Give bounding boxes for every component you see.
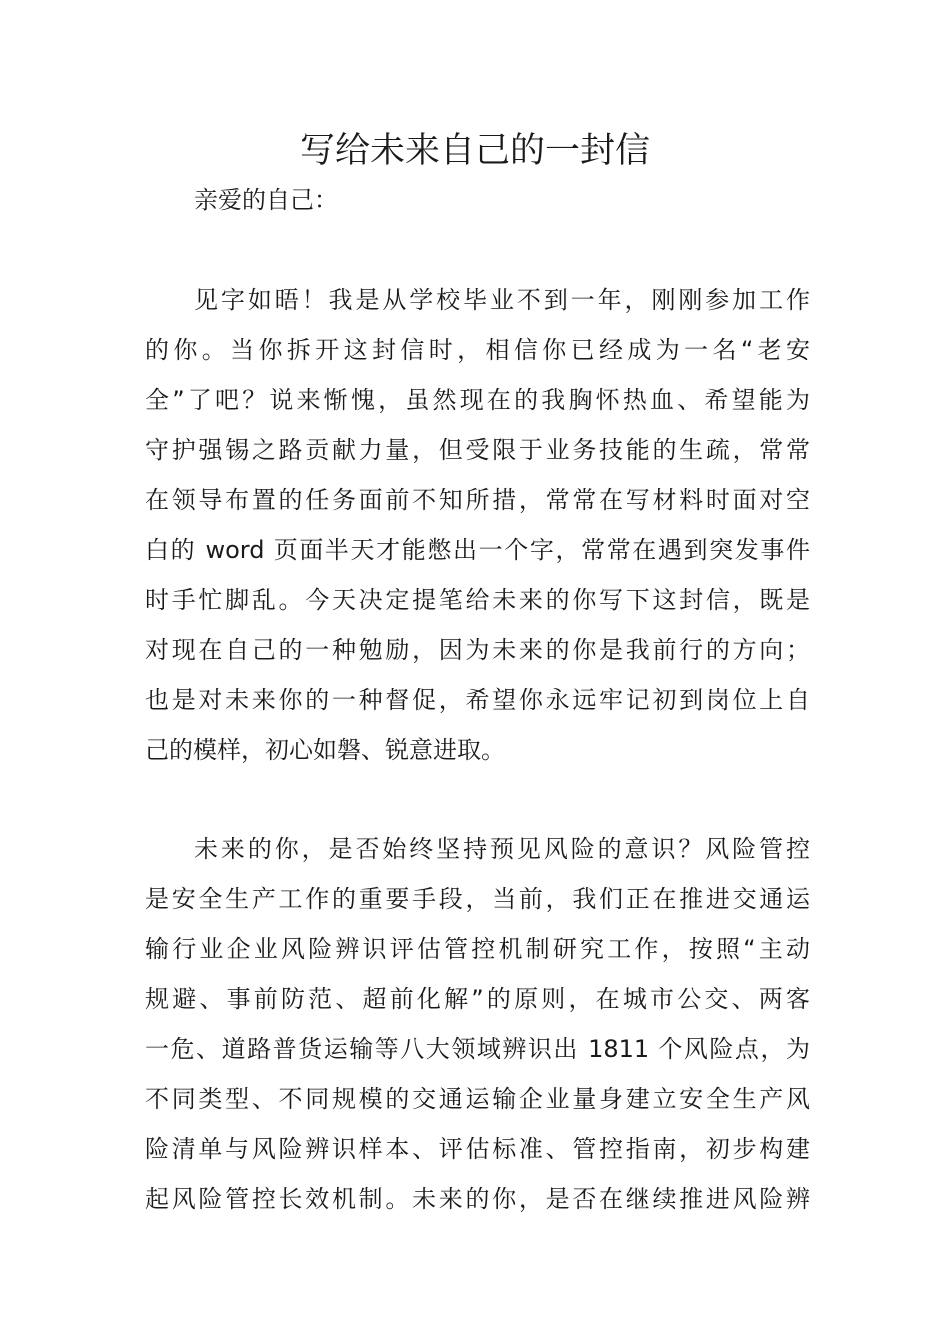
paragraph-line: 险清单与风险辨识样本、评估标准、管控指南，初步构建 [145,1135,810,1163]
paragraph-line: 在领导布置的任务面前不知所措，常常在写材料时面对空 [145,486,810,514]
paragraph-2 [145,824,810,1224]
paragraph-line: 己的模样，初心如磐、锐意进取。 [145,736,505,764]
paragraph-line: 白的 word 页面半天才能憋出一个字，常常在遇到突发事件 [145,536,810,564]
paragraph-line: 的你。当你拆开这封信时，相信你已经成为一名“老安 [145,336,810,364]
paragraph-1 [145,275,810,775]
paragraph-line: 对现在自己的一种勉励，因为未来的你是我前行的方向； [145,636,810,664]
paragraph-line: 一危、道路普货运输等八大领域辨识出 1811 个风险点，为 [145,1035,810,1063]
paragraph-line: 守护强锡之路贡献力量，但受限于业务技能的生疏，常常 [145,436,810,464]
paragraph-line: 输行业企业风险辨识评估管控机制研究工作，按照“主动 [145,935,810,963]
paragraph-line: 是安全生产工作的重要手段，当前，我们正在推进交通运 [145,885,810,913]
paragraph-line: 时手忙脚乱。今天决定提笔给未来的你写下这封信，既是 [145,586,810,614]
paragraph-line: 见字如晤！我是从学校毕业不到一年，刚刚参加工作 [194,286,810,314]
paragraph-line: 不同类型、不同规模的交通运输企业量身建立安全生产风 [145,1085,810,1113]
letter-title: 写给未来自己的一封信 [299,131,650,171]
salutation: 亲爱的自己： [194,186,338,214]
paragraph-line: 也是对未来你的一种督促，希望你永远牢记初到岗位上自 [145,686,810,714]
paragraph-line: 规避、事前防范、超前化解”的原则，在城市公交、两客 [145,985,810,1013]
paragraph-line: 全”了吧？说来惭愧，虽然现在的我胸怀热血、希望能为 [145,386,810,414]
paragraph-line: 未来的你，是否始终坚持预见风险的意识？风险管控 [194,835,810,863]
paragraph-line: 起风险管控长效机制。未来的你，是否在继续推进风险辨 [145,1185,810,1213]
